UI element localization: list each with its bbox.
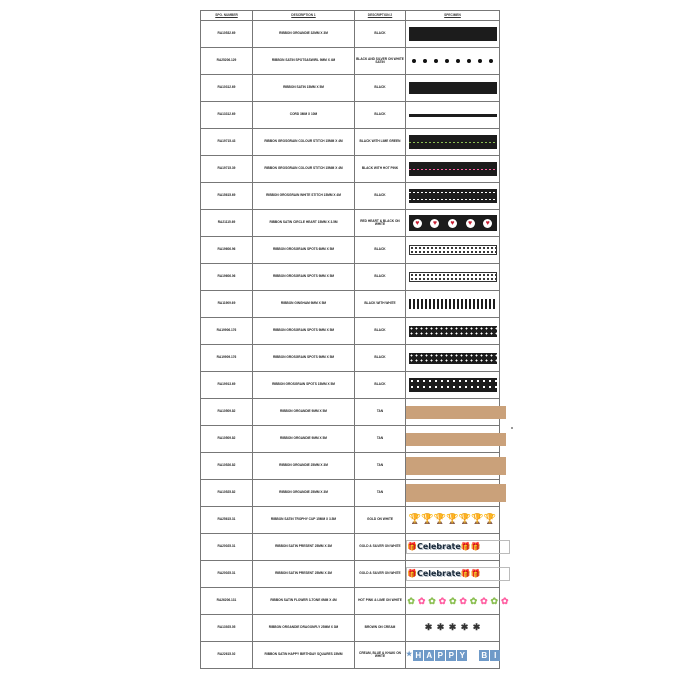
specimen-cell — [406, 453, 500, 480]
specimen-cell — [406, 237, 500, 264]
gingham-ribbon-icon — [409, 299, 497, 309]
specimen-cell — [406, 210, 500, 237]
specimen-cell — [406, 426, 500, 453]
flower-ribbon-icon — [406, 596, 510, 606]
stitch-ribbon-green-icon — [409, 135, 497, 149]
dragonfly-icon: ✱ — [436, 622, 445, 633]
product-colour: BLACK — [355, 21, 406, 48]
flower-icon: ✿ — [459, 595, 467, 606]
birthday-letter-block: H — [413, 650, 423, 661]
celebrate-ribbon-icon — [406, 540, 510, 554]
specimen-cell — [406, 75, 500, 102]
product-colour: BLACK — [355, 264, 406, 291]
stitch-ribbon-pink-icon — [409, 162, 497, 176]
trophy-icon: 🏆 — [446, 514, 459, 525]
dragonfly-icon: ✱ — [448, 622, 457, 633]
spot — [489, 59, 493, 63]
product-code: RA15615.69 — [201, 183, 253, 210]
birthday-letter-block: A — [424, 650, 434, 661]
tan-organdie-ribbon-icon — [406, 406, 506, 419]
trophy-icon: 🏆 — [408, 514, 421, 525]
product-description: RIBBON GROSGRAIN SPOTS 9MM X 5M — [253, 264, 355, 291]
product-colour: HOT PINK & LIME ON WHITE — [355, 588, 406, 615]
product-description: RIBBON SATIN PRESENT 25MM X 3M — [253, 561, 355, 588]
gift-icon: 🎁 — [460, 541, 471, 551]
specimen-cell — [406, 264, 500, 291]
product-colour: TAN — [355, 426, 406, 453]
product-colour: TAN — [355, 399, 406, 426]
product-description: RIBBON ORGANDIE 25MM X 3M — [253, 453, 355, 480]
specimen-cell — [406, 588, 509, 615]
product-code: RA19715.43 — [201, 129, 253, 156]
product-description: RIBBON GINGHAM 9MM X 5M — [253, 291, 355, 318]
ribbon-table — [200, 10, 509, 669]
trophy-icon: 🏆 — [433, 514, 447, 525]
trophy-icon: 🏆 — [483, 514, 497, 525]
flower-icon: ✿ — [469, 595, 478, 606]
product-code: RA21115.69 — [201, 210, 253, 237]
product-description: RIBBON ORGANDIE DRAGONFLY 25MM X 3M — [253, 615, 355, 642]
product-colour: BLACK WITH HOT PINK — [355, 156, 406, 183]
table-row — [201, 129, 500, 156]
table-row — [201, 156, 500, 183]
specimen-cell — [406, 291, 500, 318]
product-description: CORD 3MM X 10M — [253, 102, 355, 129]
stitch-ribbon-white-icon — [409, 189, 497, 203]
celebrate-text: Celebrate — [416, 541, 461, 551]
product-code: RA20025.31 — [201, 561, 253, 588]
tan-organdie-ribbon-icon — [406, 484, 506, 502]
table-row — [201, 237, 500, 264]
heart-icon: ♥ — [448, 219, 457, 228]
product-description: RIBBON SATIN PRESENT 25MM X 3M — [253, 534, 355, 561]
specimen-cell — [406, 399, 500, 426]
black-sheer-ribbon-icon — [409, 27, 497, 41]
product-colour: BLACK WITH LIME GREEN — [355, 129, 406, 156]
gift-icon: 🎁 — [460, 568, 471, 578]
spot — [456, 59, 460, 63]
specimen-cell — [406, 129, 500, 156]
table-row — [201, 291, 500, 318]
product-colour: TAN — [355, 453, 406, 480]
specimen-cell — [406, 318, 500, 345]
spot — [467, 59, 471, 63]
product-description: RIBBON GROSGRAIN WHITE STITCH 15MM X 4M — [253, 183, 355, 210]
table-header-row — [201, 11, 500, 21]
product-colour: BLACK — [355, 183, 406, 210]
specimen-cell — [406, 642, 500, 669]
product-description: RIBBON GROSGRAIN SPOTS 15MM X 5M — [253, 372, 355, 399]
product-colour: BLACK WITH WHITE — [355, 291, 406, 318]
product-description: RIBBON ORGANDIE 32MM X 3M — [253, 21, 355, 48]
star-icon: ★ — [406, 651, 413, 659]
product-code: RA10312.69 — [201, 75, 253, 102]
flower-icon: ✿ — [490, 595, 499, 606]
header-code: SPO. NUMBER — [201, 11, 253, 21]
table-row — [201, 75, 500, 102]
table-row — [201, 507, 500, 534]
birthday-letter-block: Y — [457, 650, 467, 661]
spots-ribbon-black-icon — [409, 378, 497, 392]
heart-icon: ♥ — [483, 219, 492, 228]
product-code: RA19606.96 — [201, 237, 253, 264]
flower-icon: ✿ — [428, 595, 436, 606]
dragonfly-icon: ✱ — [472, 622, 481, 633]
spot — [478, 59, 482, 63]
dragonfly-icon: ✱ — [424, 622, 433, 633]
product-code: RA25615.31 — [201, 507, 253, 534]
table-body — [201, 21, 509, 669]
birthday-letter-block: P — [435, 650, 445, 661]
table-row — [201, 480, 500, 507]
product-colour: GOLD & SILVER ON WHITE — [355, 534, 406, 561]
product-code: RA10532.69 — [201, 21, 253, 48]
spot — [434, 59, 438, 63]
product-colour: RED HEART & BLACK ON WHITE — [355, 210, 406, 237]
flower-icon: ✿ — [407, 595, 415, 606]
specimen-cell — [406, 48, 500, 75]
spots-ribbon-black-icon — [409, 326, 497, 337]
specimen-cell — [406, 480, 500, 507]
spot — [445, 59, 449, 63]
product-code: RA22615.02 — [201, 642, 253, 669]
header-specimen: SPECIMEN — [406, 11, 500, 21]
product-colour: BLACK — [355, 345, 406, 372]
trophy-icon: 🏆 — [471, 514, 484, 525]
specimen-cell — [406, 345, 500, 372]
product-description: RIBBON GROSGRAIN SPOTS 6MM X 5M — [253, 237, 355, 264]
product-code: RA26206.131 — [201, 588, 253, 615]
heart-icon: ♥ — [430, 219, 439, 228]
product-colour: GOLD ON WHITE — [355, 507, 406, 534]
black-cord-icon — [409, 114, 497, 117]
specimen-cell — [406, 372, 500, 399]
product-description: RIBBON SATIN HAPPY BIRTHDAY SQUARES 15MM — [253, 642, 355, 669]
birthday-letter-block: I — [490, 650, 500, 661]
specimen-cell — [406, 102, 500, 129]
heart-ribbon-icon — [409, 215, 497, 231]
heart-icon: ♥ — [466, 219, 475, 228]
product-description: RIBBON ORGANDIE 9MM X 5M — [253, 426, 355, 453]
product-description: RIBBON GROSGRAIN SPOTS 9MM X 5M — [253, 345, 355, 372]
specimen-cell — [406, 534, 500, 561]
product-description: RIBBON ORGANDIE 25MM X 3M — [253, 480, 355, 507]
birthday-ribbon-icon — [406, 648, 506, 662]
product-colour: CREAM, BLUE & KHAKI ON WHITE — [355, 642, 406, 669]
flower-icon: ✿ — [500, 595, 509, 606]
product-description: RIBBON GROSGRAIN COLOUR STITCH 15MM X 4M — [253, 156, 355, 183]
birthday-letter-block — [468, 650, 478, 661]
trophy-icon: 🏆 — [458, 514, 472, 525]
birthday-letter-block: B — [479, 650, 489, 661]
product-description: RIBBON ORGANDIE 9MM X 5M — [253, 399, 355, 426]
black-satin-ribbon-icon — [409, 82, 497, 94]
gift-icon: 🎁 — [470, 541, 481, 551]
dragonfly-ribbon-icon — [423, 622, 483, 634]
product-code: RA10509.82 — [201, 426, 253, 453]
spots-ribbon-black-icon — [409, 353, 497, 364]
specimen-cell — [406, 507, 500, 534]
product-code: RA10509.82 — [201, 399, 253, 426]
product-description: RIBBON SATIN TROPHY CUP 15MM X 3.5M — [253, 507, 355, 534]
table-row — [201, 615, 500, 642]
dragonfly-icon: ✱ — [460, 622, 469, 633]
product-description: RIBBON GROSGRAIN COLOUR STITCH 15MM X 4M — [253, 129, 355, 156]
table-row — [201, 453, 500, 480]
header-colour: DESCRIPTION 2 — [355, 11, 406, 21]
spot — [412, 59, 416, 63]
specimen-cell — [406, 615, 500, 642]
product-code: RA13925.05 — [201, 615, 253, 642]
spot — [423, 59, 427, 63]
product-code: RA25206.129 — [201, 48, 253, 75]
product-description: RIBBON SATIN 15MM X 5M — [253, 75, 355, 102]
table-row — [201, 21, 500, 48]
table-row — [201, 534, 500, 561]
table-row — [201, 345, 500, 372]
product-code: RA11909.69 — [201, 291, 253, 318]
flower-icon: ✿ — [438, 595, 447, 606]
table-row — [201, 399, 500, 426]
product-description: RIBBON SATIN SPOTS&SWIRL 9MM X 4M — [253, 48, 355, 75]
scan-speck — [511, 427, 513, 429]
table-row — [201, 372, 500, 399]
specimen-cell — [406, 183, 500, 210]
product-colour: BLACK AND SILVER ON WHITE SATIN — [355, 48, 406, 75]
product-colour: BLACK — [355, 237, 406, 264]
table-row — [201, 318, 500, 345]
product-code: RA19913.69 — [201, 372, 253, 399]
specimen-cell — [406, 21, 500, 48]
table-row — [201, 264, 500, 291]
product-colour: BLACK — [355, 102, 406, 129]
product-colour: BLACK — [355, 75, 406, 102]
specimen-cell — [406, 561, 500, 588]
product-code: RA19715.39 — [201, 156, 253, 183]
header-description: DESCRIPTION 1 — [253, 11, 355, 21]
celebrate-text: Celebrate — [416, 568, 461, 578]
product-colour: BLACK — [355, 372, 406, 399]
table-row — [201, 588, 500, 615]
product-code: RA10526.82 — [201, 453, 253, 480]
product-code: RA10525.82 — [201, 480, 253, 507]
birthday-letter-block: P — [446, 650, 456, 661]
gift-icon: 🎁 — [470, 568, 481, 578]
product-description: RIBBON GROSGRAIN SPOTS 9MM X 5M — [253, 318, 355, 345]
spots-swirl-ribbon-icon — [409, 56, 497, 66]
celebrate-ribbon-icon — [406, 567, 510, 581]
table-row — [201, 642, 500, 669]
product-code: RA13312.69 — [201, 102, 253, 129]
table-row — [201, 210, 500, 237]
product-sheet — [200, 10, 509, 669]
product-colour: GOLD & SILVER ON WHITE — [355, 561, 406, 588]
flower-icon: ✿ — [417, 595, 426, 606]
product-code: RA19606.06 — [201, 264, 253, 291]
trophy-icon: 🏆 — [421, 514, 434, 525]
trophy-ribbon-icon — [409, 514, 497, 526]
table-row — [201, 102, 500, 129]
spots-ribbon-white-icon — [409, 272, 497, 282]
product-code: RA19909.176 — [201, 345, 253, 372]
table-row — [201, 48, 500, 75]
table-row — [201, 426, 500, 453]
flower-icon: ✿ — [480, 595, 488, 606]
table-row — [201, 183, 500, 210]
spots-ribbon-white-icon — [409, 245, 497, 255]
product-code: RA20025.31 — [201, 534, 253, 561]
tan-organdie-ribbon-icon — [406, 433, 506, 446]
product-colour: TAN — [355, 480, 406, 507]
gift-icon: 🎁 — [407, 541, 417, 551]
product-description: RIBBON SATIN FLOWER 3-TONE 6MM X 4M — [253, 588, 355, 615]
product-description: RIBBON SATIN CIRCLE HEART 15MM X 3.5M — [253, 210, 355, 237]
product-colour: BLACK — [355, 318, 406, 345]
table-row — [201, 561, 500, 588]
product-colour: BROWN ON CREAM — [355, 615, 406, 642]
tan-organdie-ribbon-icon — [406, 457, 506, 475]
heart-icon: ♥ — [413, 219, 422, 228]
flower-icon: ✿ — [448, 595, 457, 606]
product-code: RA19906.176 — [201, 318, 253, 345]
gift-icon: 🎁 — [407, 568, 417, 578]
specimen-cell — [406, 156, 500, 183]
